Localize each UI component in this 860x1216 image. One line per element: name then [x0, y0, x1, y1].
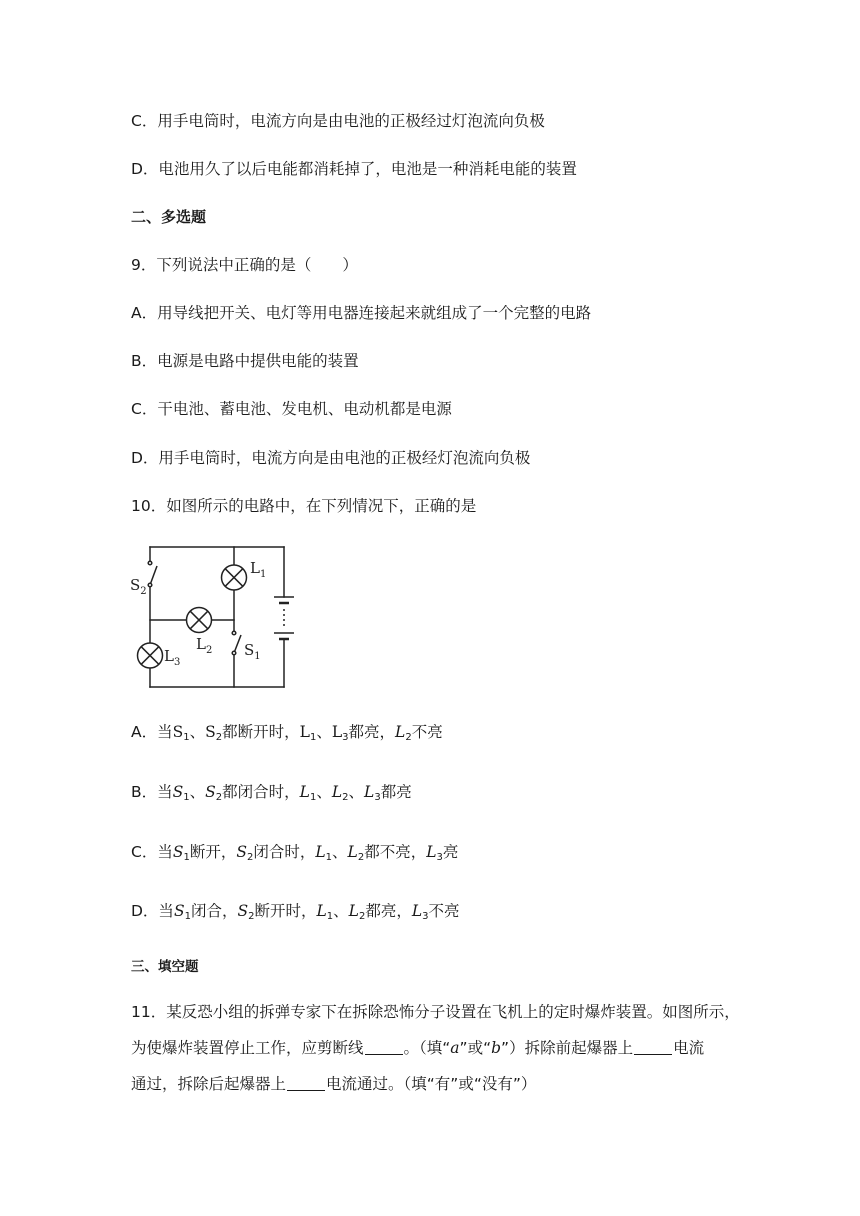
q9-stem: 9．下列说法中正确的是（ ）	[131, 256, 358, 274]
label-s2: $S_2$	[130, 576, 147, 597]
switch-s2-icon	[148, 561, 157, 587]
label-l3: $L_3$	[164, 647, 181, 668]
battery-icon	[274, 597, 294, 639]
label-l2: $L_2$	[196, 635, 213, 656]
q9-option-d: D．用手电筒时，电流方向是由电池的正极经灯泡流向负极	[131, 449, 531, 467]
q9-option-a: A．用导线把开关、电灯等用电器连接起来就组成了一个完整的电路	[131, 304, 592, 322]
lamp-l2-icon	[187, 608, 212, 633]
q10-stem: 10．如图所示的电路中，在下列情况下，正确的是	[131, 497, 477, 515]
section-title-multiple-choice: 二、多选题	[131, 208, 207, 226]
lamp-l3-icon	[138, 643, 163, 668]
answer-blank[interactable]	[287, 1076, 325, 1091]
q10-option-d: D．当$S_1$闭合，$S_2$断开时，$L_1$、$L_2$都亮，$L_3$不亮	[131, 902, 460, 922]
q11-line-3: 通过，拆除后起爆器上 电流通过。（填“有”或“没有”）	[131, 1075, 537, 1093]
switch-s1-icon	[232, 631, 241, 655]
label-s1: $S_1$	[244, 641, 261, 662]
q10-option-b: B．当$S_1$、$S_2$都闭合时，$L_1$、$L_2$、$L_3$都亮	[131, 783, 412, 803]
q9-option-b: B．电源是电路中提供电能的装置	[131, 352, 359, 370]
circuit-diagram	[128, 537, 298, 693]
lamp-l1-icon	[222, 565, 247, 590]
q10-option-c: C．当$S_1$断开，$S_2$闭合时，$L_1$、$L_2$都不亮，$L_3$亮	[131, 843, 459, 863]
q9-option-c: C．干电池、蓄电池、发电机、电动机都是电源	[131, 400, 452, 418]
q11-line-2: 为使爆炸装置停止工作，应剪断线 。（填“a”或“b”）拆除前起爆器上 电流	[131, 1039, 705, 1057]
answer-blank[interactable]	[365, 1040, 403, 1055]
section-title-fill-blank: 三、填空题	[131, 959, 199, 975]
answer-blank[interactable]	[634, 1040, 672, 1055]
q10-option-a: A．当$S_1$、$S_2$都断开时，$L_1$、$L_3$都亮，$L_2$不亮	[131, 723, 443, 743]
label-l1: $L_1$	[250, 559, 267, 580]
q11-line-1: 11．某反恐小组的拆弹专家下在拆除恐怖分子设置在飞机上的定时爆炸装置。如图所示，	[131, 1003, 740, 1021]
q8-option-c: C．用手电筒时，电流方向是由电池的正极经过灯泡流向负极	[131, 112, 545, 130]
q8-option-d: D．电池用久了以后电能都消耗掉了，电池是一种消耗电能的装置	[131, 160, 577, 178]
